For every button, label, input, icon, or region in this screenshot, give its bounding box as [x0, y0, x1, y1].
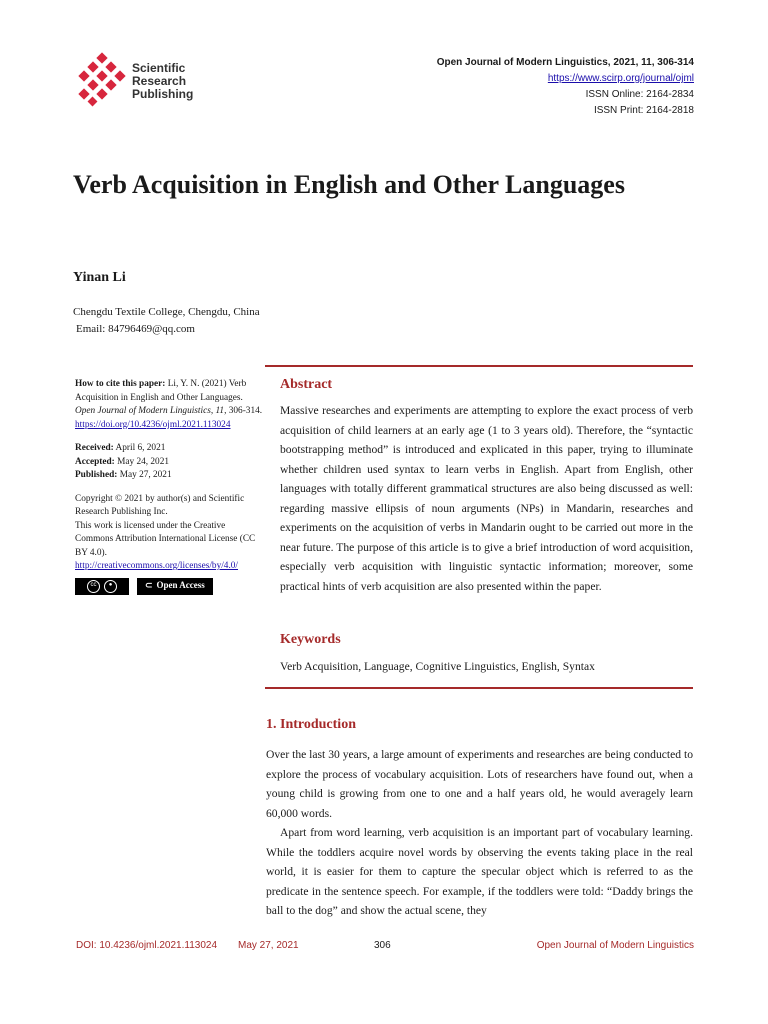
- author-email: Email: 84796469@qq.com: [76, 323, 195, 335]
- license-link[interactable]: http://creativecommons.org/licenses/by/4.0/: [75, 561, 239, 571]
- intro-heading: 1. Introduction: [266, 717, 356, 732]
- copyright-block: Copyright © 2021 by author(s) and Scientific Research Publishing Inc. This work is licensed under the Creative Commons Attribution International License (CC BY 4.0). http://creativecommons.org/licenses/by/4.0/: [75, 493, 256, 571]
- publisher-logo: [76, 52, 206, 108]
- section-rule-top: [265, 365, 693, 367]
- dates-block: Received: April 6, 2021 Accepted: May 24, 2021 Published: May 27, 2021: [75, 443, 172, 480]
- keywords-heading: Keywords: [280, 632, 341, 647]
- publisher-name: Scientific Research Publishing: [132, 61, 194, 101]
- by-person-icon: ●: [104, 580, 117, 593]
- author-affiliation: Chengdu Textile College, Chengdu, China Email: 84796469@qq.com: [73, 304, 260, 338]
- open-lock-icon: ⊂: [145, 580, 153, 591]
- cc-by-badge[interactable]: [75, 578, 129, 595]
- intro-para-1: Over the last 30 years, a large amount of experiments and researches are being conducted to explore the process of vocabulary acquisition. Lots of researchers have found out, when a young child is growing from one to one and a half years old, he would averagely learn 60,000 words.: [266, 748, 693, 820]
- journal-url-link[interactable]: https://www.scirp.org/journal/ojml: [547, 73, 694, 84]
- abstract-text: Massive researches and experiments are attempting to explore the exact process of verb acquisition of child learners at an early age (1 to 3 years old). Therefore, the “syntactic bootstrapping method” is introduced and explicated in this paper, trying to illuminate whether children used syntax to learn verbs in English. Apart from English, other languages with totally different grammatical structures are also being discussed as well: regarding massive ellipsis of noun arguments (NPs) in Mandarin, researches and experiments on the acquisition of verbs in Mandarin ought to be carried out more in the near future. The purpose of this article is to give a brief introduction of word acquisition, especially verb acquisition with linguistic syntactic information; moreover, some practical hints of verb acquisition are also presented within the paper.: [280, 404, 693, 593]
- logo-diamond-icon: [76, 52, 132, 108]
- open-access-badge[interactable]: ⊂ Open Access: [137, 578, 213, 595]
- section-rule-bottom: [265, 687, 693, 689]
- intro-para-2: Apart from word learning, verb acquisition is an important part of vocabulary learning. While the toddlers acquire novel words by observing the events taking place in the real world, it is easier for them to capture the specular object which is referred to as the predicate in the sentence speech. For example, if the toddlers were told: “Daddy brings the ball to the dog” and show the actual scene, they: [266, 826, 693, 917]
- cite-block: How to cite this paper: Li, Y. N. (2021) Verb Acquisition in English and Other Languages. Open Journal of Modern Linguistics, 11, 306-314. https://doi.org/10.4236/ojml.2021.113024: [75, 379, 263, 430]
- article-sidebar: [75, 378, 265, 595]
- page-number: 306: [374, 940, 391, 951]
- issn-online: ISSN Online: 2164-2834: [585, 89, 694, 100]
- journal-info: [437, 55, 694, 119]
- footer-journal: Open Journal of Modern Linguistics: [536, 940, 694, 951]
- doi-link[interactable]: https://doi.org/10.4236/ojml.2021.113024: [75, 419, 231, 430]
- paper-title: Verb Acquisition in English and Other Languages: [73, 170, 625, 199]
- journal-citation: Open Journal of Modern Linguistics, 2021, 11, 306-314: [436, 57, 694, 68]
- issn-print: ISSN Print: 2164-2818: [593, 105, 694, 116]
- abstract-heading: Abstract: [280, 377, 333, 392]
- license-badges: [75, 578, 265, 595]
- cc-icon: cc: [87, 580, 100, 593]
- footer-doi: DOI: 10.4236/ojml.2021.113024: [76, 940, 218, 951]
- author-name: Yinan Li: [73, 270, 126, 285]
- footer-date: May 27, 2021: [238, 940, 299, 951]
- keywords-text: Verb Acquisition, Language, Cognitive Linguistics, English, Syntax: [280, 660, 595, 673]
